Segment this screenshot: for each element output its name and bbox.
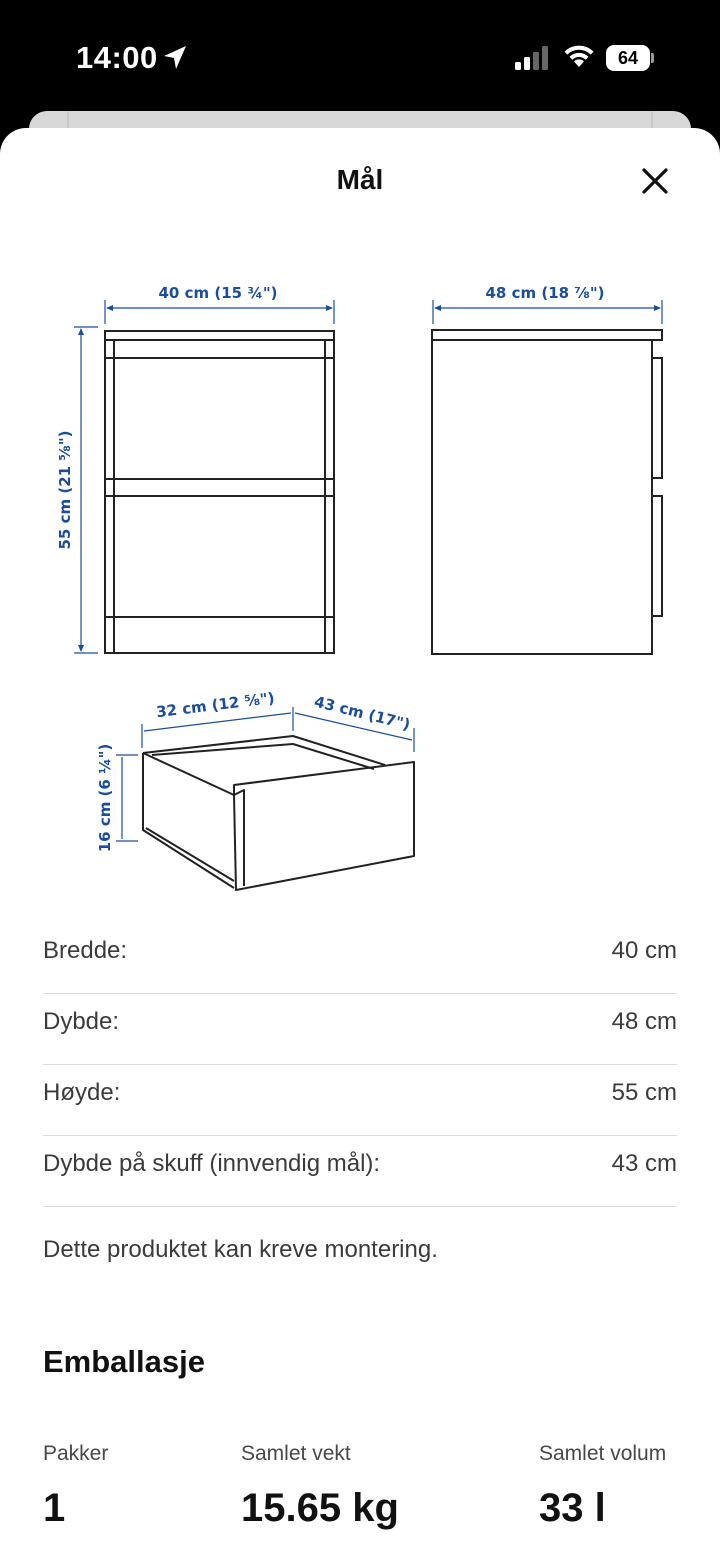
drawer-width-dimension-label: 32 cm (12 ⅝"): [155, 688, 276, 722]
volume-value: 33 l: [539, 1486, 606, 1530]
spec-label: Høyde:: [43, 1079, 121, 1106]
spec-value: 55 cm: [611, 1079, 677, 1106]
weight-label: Samlet vekt: [241, 1442, 351, 1465]
spec-value: 40 cm: [611, 937, 677, 964]
battery-icon: [606, 45, 653, 71]
drawer-height-dimension: [96, 744, 138, 853]
height-dimension-label: 55 cm (21 ⅝"): [56, 430, 74, 550]
specs-list: [43, 923, 677, 1207]
spec-label: Dybde på skuff (innvendig mål):: [43, 1150, 381, 1177]
spec-row-depth: [43, 994, 677, 1065]
width-dimension: [105, 284, 334, 324]
spec-label: Dybde:: [43, 1008, 120, 1035]
volume-block: [539, 1442, 666, 1531]
drawer-depth-dimension-label: 43 cm (17"): [312, 692, 413, 734]
front-view: [105, 331, 334, 653]
volume-label: Samlet volum: [539, 1442, 667, 1465]
packages-value: 1: [43, 1486, 66, 1530]
spec-row-height: [43, 1065, 677, 1136]
drawer-view: [143, 736, 414, 890]
signal-icon: [515, 46, 551, 70]
drawer-height-dimension-label: 16 cm (6 ¼"): [96, 743, 114, 853]
weight-block: [241, 1442, 399, 1531]
spec-row-width: [43, 923, 677, 994]
width-dimension-label: 40 cm (15 ¾"): [158, 284, 278, 302]
close-icon[interactable]: [634, 160, 676, 202]
battery-level: 64: [617, 48, 639, 68]
height-dimension: [56, 327, 98, 653]
spec-value: 48 cm: [611, 1008, 677, 1035]
weight-value: 15.65 kg: [241, 1486, 399, 1530]
status-bar: [0, 0, 720, 110]
location-arrow-icon: [162, 44, 188, 72]
depth-dimension: [433, 284, 662, 324]
packages-block: [43, 1442, 108, 1531]
dimensions-sheet: [0, 128, 720, 1565]
spec-value: 43 cm: [611, 1150, 677, 1177]
dimension-diagram: [0, 258, 720, 908]
side-view: [432, 330, 662, 654]
packages-label: Pakker: [43, 1442, 109, 1465]
status-time: 14:00: [76, 40, 158, 75]
packaging-heading: Emballasje: [43, 1344, 205, 1379]
sheet-title: Mål: [336, 164, 384, 195]
spec-label: Bredde:: [43, 937, 128, 964]
spec-row-drawer-depth: [43, 1136, 677, 1207]
depth-dimension-label: 48 cm (18 ⅞"): [485, 284, 605, 302]
wifi-icon: [562, 43, 596, 69]
assembly-note: Dette produktet kan kreve montering.: [43, 1236, 438, 1263]
